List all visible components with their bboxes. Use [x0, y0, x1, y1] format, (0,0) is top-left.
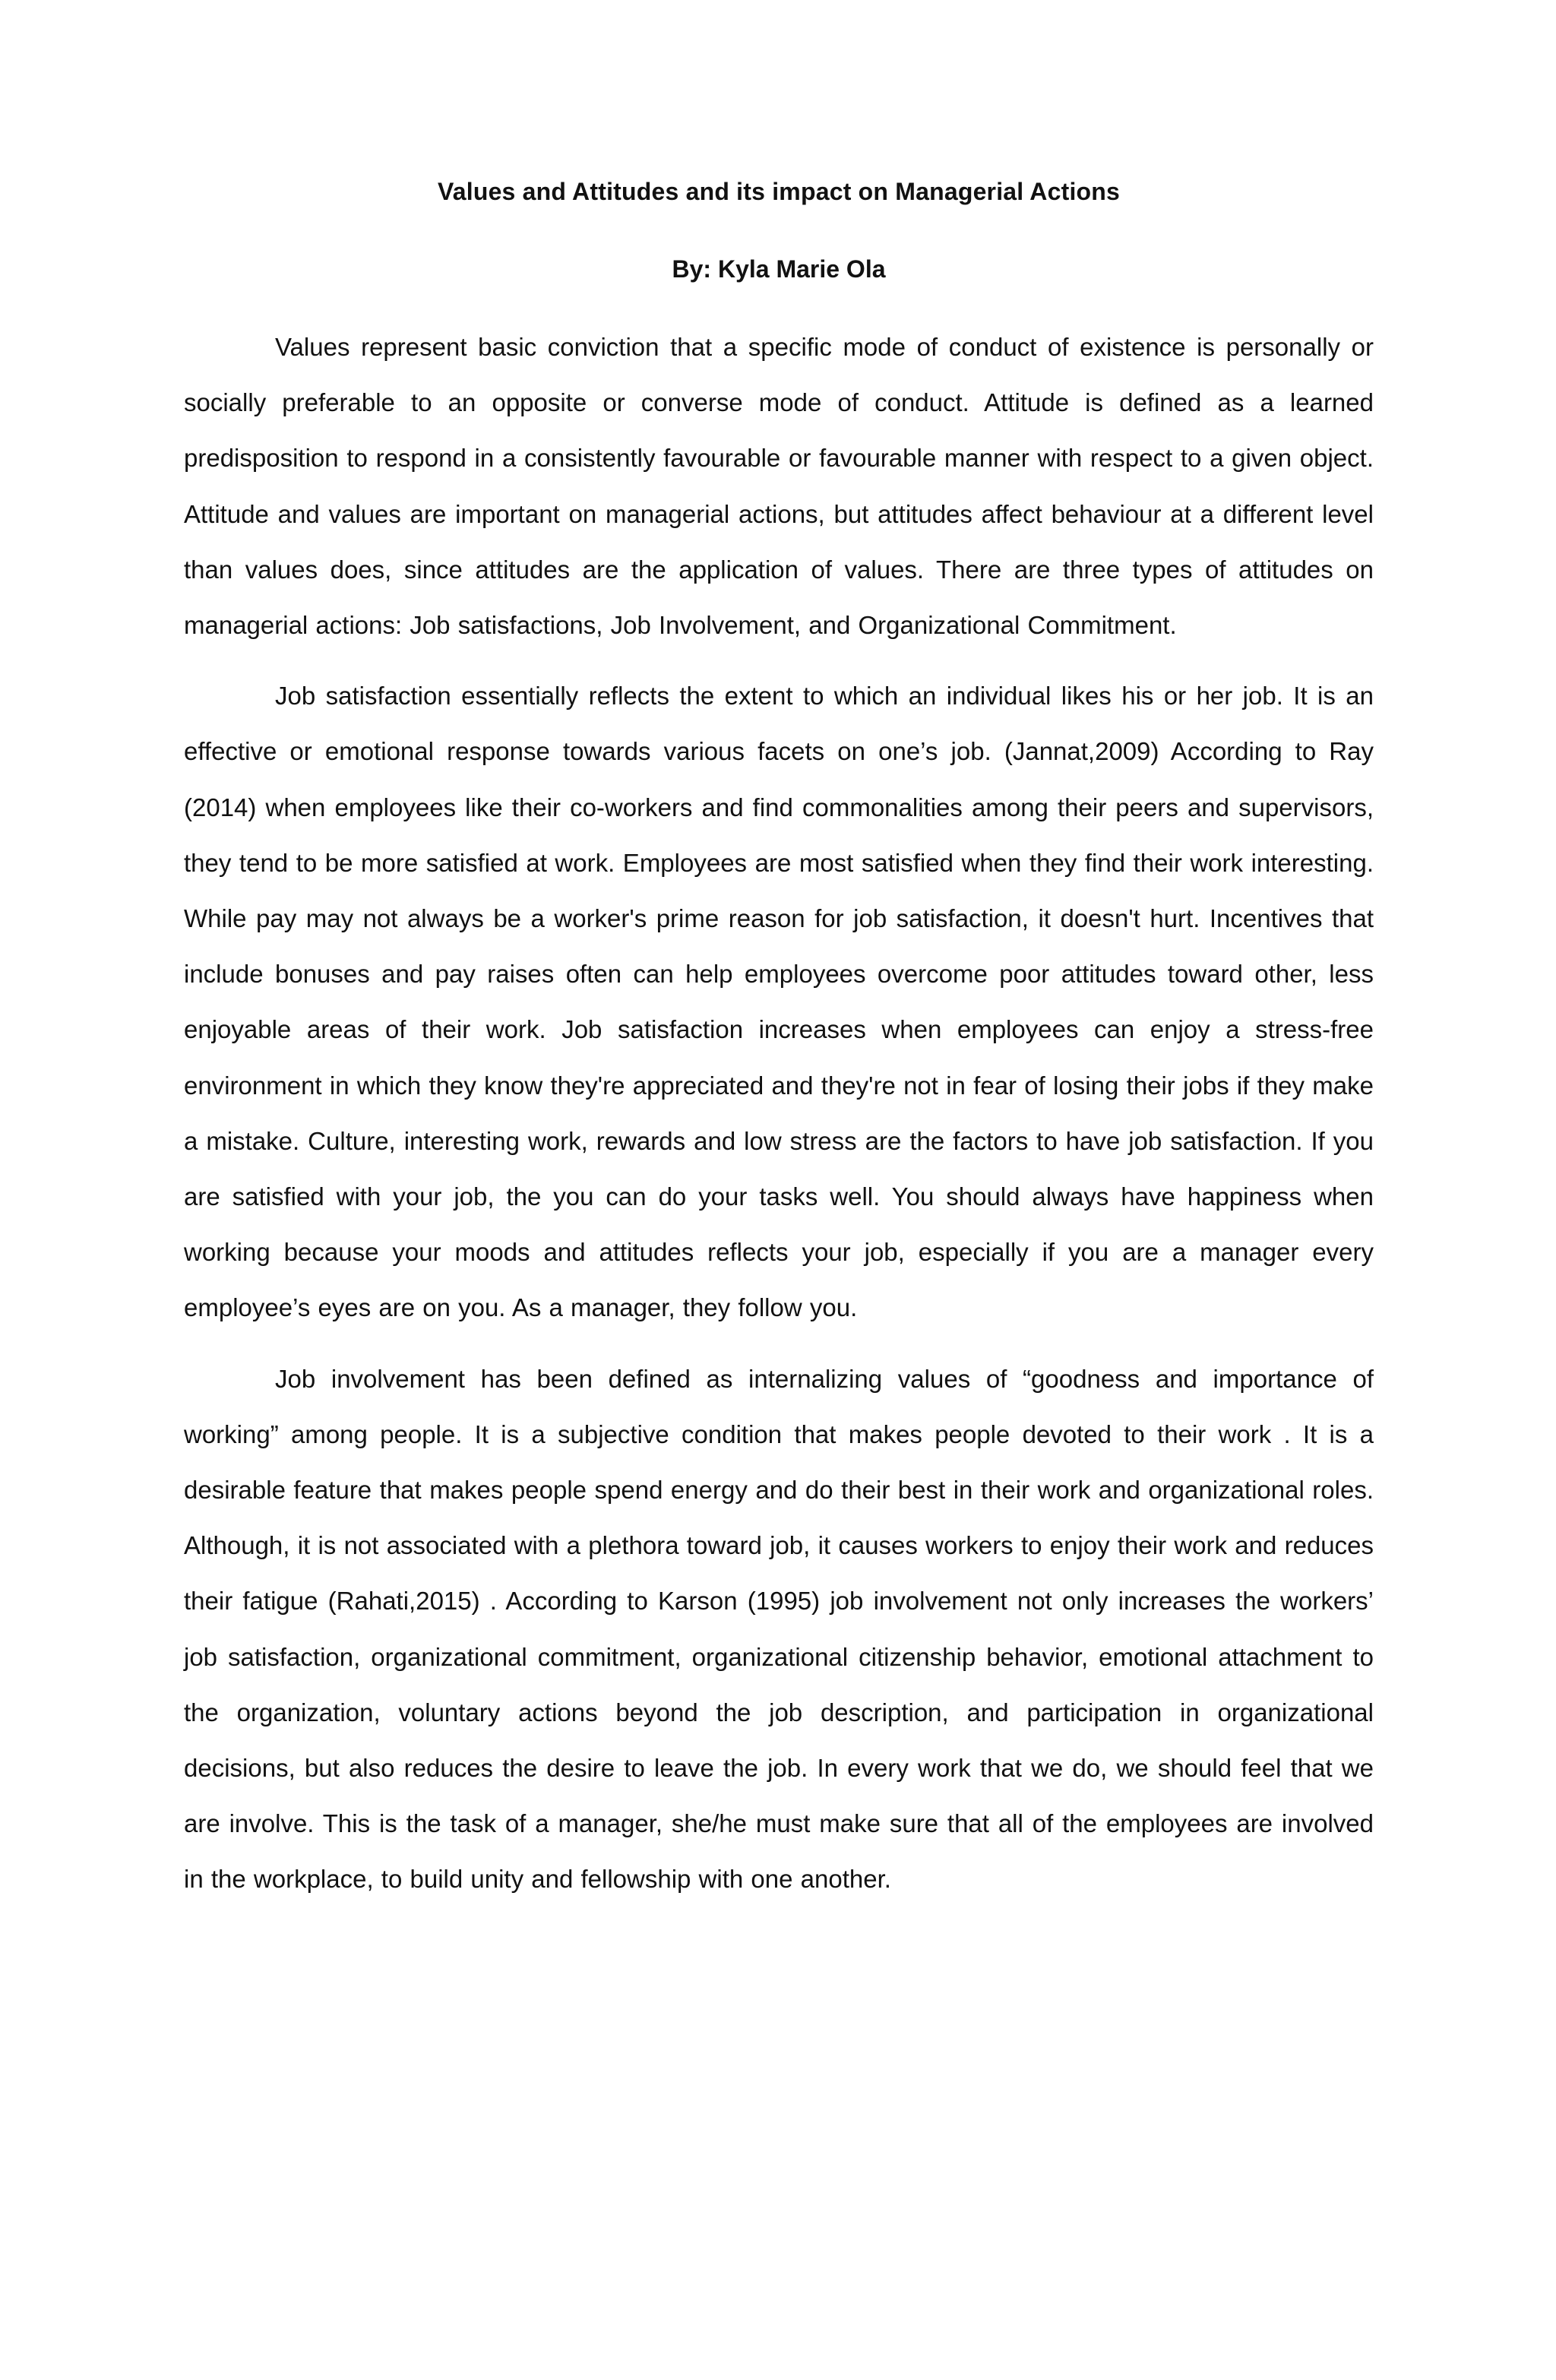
paragraph-job-involvement: Job involvement has been defined as internalizing values of “goodness and importance of working” among people. It is a subjective condition that makes people devoted to their work . It is a desirable feature that makes people spend energy and do their best in their work and organizational roles. Although, it is not associated with a plethora toward job, it causes workers to enjoy their work and reduces their fatigue (Rahati,2015) . According to Karson (1995) job involvement not only increases the workers’ job satisfaction, organizational commitment, organizational citizenship behavior, emotional attachment to the organization, voluntary actions beyond the job description, and participation in organizational decisions, but also reduces the desire to leave the job. In every work that we do, we should feel that we are involve. This is the task of a manager, she/he must make sure that all of the employees are involved in the workplace, to build unity and fellowship with one another.: [184, 1364, 1374, 1894]
paragraph-values-attitudes: Values represent basic conviction that a specific mode of conduct of existence is personally or socially preferable to an opposite or converse mode of conduct. Attitude is defined as a learned predisposition to respond in a consistently favourable or favourable manner with respect to a given object. Attitude and values are important on managerial actions, but attitudes affect behaviour at a different level than values does, since attitudes are the application of values. There are three types of attitudes on managerial actions: Job satisfactions, Job Involvement, and Organizational Commitment.: [184, 333, 1374, 640]
document-body: [184, 176, 1374, 1907]
document-author: By: Kyla Marie Ola: [672, 255, 886, 283]
paragraph-job-satisfaction: Job satisfaction essentially reflects the extent to which an individual likes his or her job. It is an effective or emotional response towards various facets on one’s job. (Jannat,2009) According to Ray (2014) when employees like their co-workers and find commonalities among their peers and supervisors, they tend to be more satisfied at work. Employees are most satisfied when they find their work interesting. While pay may not always be a worker's prime reason for job satisfaction, it doesn't hurt. Incentives that include bonuses and pay raises often can help employees overcome poor attitudes toward other, less enjoyable areas of their work. Job satisfaction increases when employees can enjoy a stress-free environment in which they know they're appreciated and they're not in fear of losing their jobs if they make a mistake. Culture, interesting work, rewards and low stress are the factors to have job satisfaction. If you are satisfied with your job, the you can do your tasks well. You should always have happiness when working because your moods and attitudes reflects your job, especially if you are a manager every employee’s eyes are on you. As a manager, they follow you.: [184, 682, 1374, 1322]
document-title: Values and Attitudes and its impact on Managerial Actions: [437, 178, 1121, 205]
